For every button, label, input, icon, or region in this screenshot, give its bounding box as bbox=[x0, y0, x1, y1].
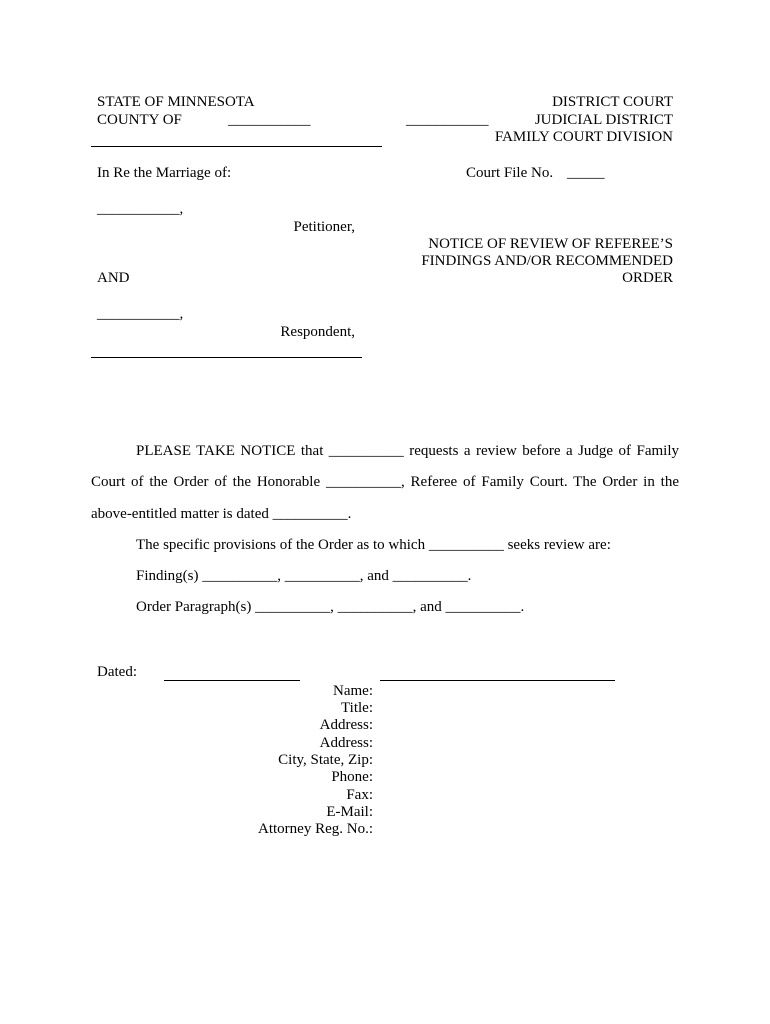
notice-line-3: above-entitled matter is dated __________. bbox=[91, 506, 352, 522]
signature-line[interactable] bbox=[380, 680, 615, 681]
and-label: AND bbox=[97, 270, 130, 286]
state-label: STATE OF MINNESOTA bbox=[97, 94, 255, 110]
family-division-label: FAMILY COURT DIVISION bbox=[494, 129, 673, 145]
county-label: COUNTY OF bbox=[97, 112, 182, 128]
fax-label: Fax: bbox=[346, 787, 373, 803]
petitioner-label: Petitioner, bbox=[293, 219, 355, 235]
findings-line: Finding(s) __________, __________, and __________. bbox=[136, 568, 472, 584]
provisions-line: The specific provisions of the Order as to which __________ seeks review are: bbox=[136, 537, 611, 553]
county-blank[interactable]: ___________ bbox=[228, 112, 311, 128]
court-file-blank[interactable]: _____ bbox=[567, 165, 605, 181]
attorney-reg-label: Attorney Reg. No.: bbox=[258, 821, 373, 837]
order-paragraphs-line: Order Paragraph(s) __________, __________, and __________. bbox=[136, 599, 525, 615]
notice-line-2: Court of the Order of the Honorable __________, Referee of Family Court. The Order in the bbox=[91, 474, 679, 490]
district-number-blank[interactable]: ___________ bbox=[406, 112, 489, 128]
respondent-blank[interactable]: ___________, bbox=[97, 306, 184, 322]
dated-label: Dated: bbox=[97, 664, 137, 680]
email-label: E-Mail: bbox=[326, 804, 373, 820]
in-re-label: In Re the Marriage of: bbox=[97, 165, 232, 181]
caption-rule bbox=[91, 357, 362, 358]
judicial-district-label: JUDICIAL DISTRICT bbox=[534, 112, 673, 128]
title-label: Title: bbox=[341, 700, 373, 716]
document-title-line1: NOTICE OF REVIEW OF REFEREE’S bbox=[428, 236, 673, 252]
address-label-2: Address: bbox=[319, 735, 373, 751]
respondent-label: Respondent, bbox=[280, 324, 355, 340]
notice-line-1: PLEASE TAKE NOTICE that __________ requests a review before a Judge of Family bbox=[136, 443, 679, 459]
address-label-1: Address: bbox=[319, 717, 373, 733]
date-line[interactable] bbox=[164, 680, 300, 681]
header-left-rule bbox=[91, 146, 382, 147]
phone-label: Phone: bbox=[331, 769, 373, 785]
district-court-label: DISTRICT COURT bbox=[552, 94, 673, 110]
name-label: Name: bbox=[333, 683, 373, 699]
court-file-label: Court File No. bbox=[466, 165, 554, 181]
petitioner-blank[interactable]: ___________, bbox=[97, 201, 184, 217]
document-title-line3: ORDER bbox=[622, 270, 673, 286]
document-title-line2: FINDINGS AND/OR RECOMMENDED bbox=[421, 253, 673, 269]
city-state-zip-label: City, State, Zip: bbox=[278, 752, 373, 768]
